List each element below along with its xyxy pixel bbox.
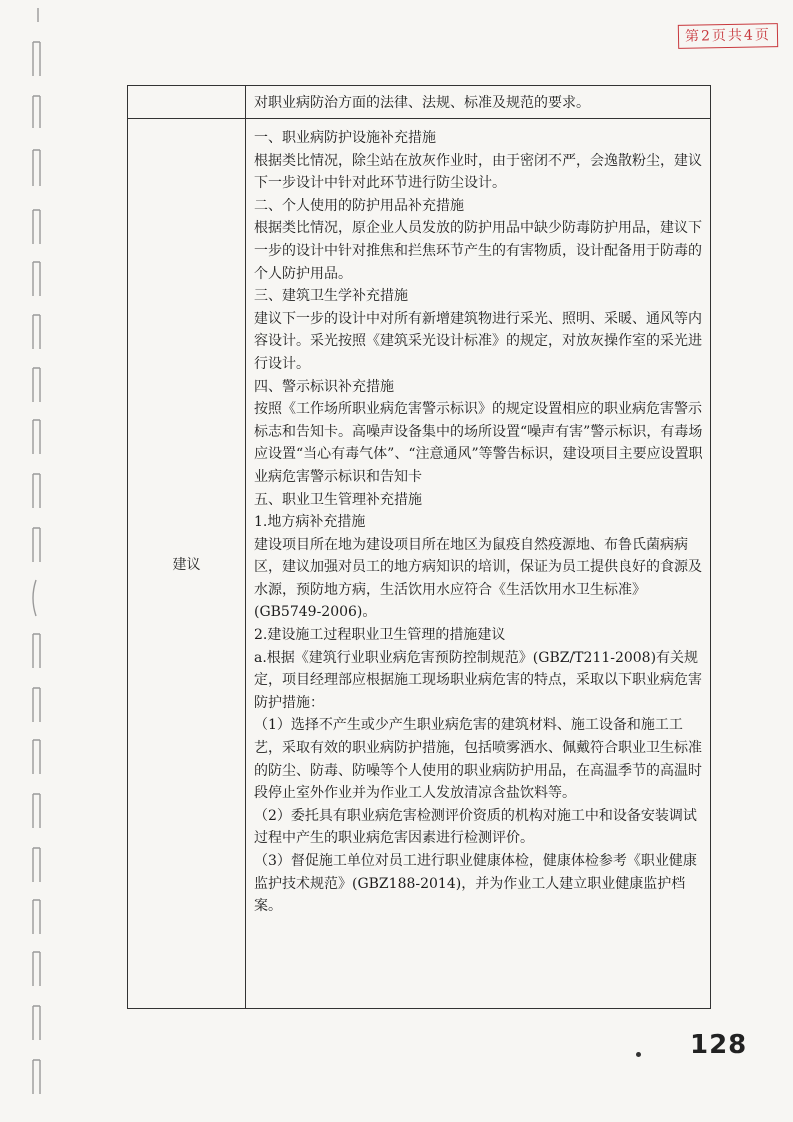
paragraph: a.根据《建筑行业职业病危害预防控制规范》(GBZ/T211-2008)有关规定，项目经理部应根据施工现场职业病危害的特点，采取以下职业病危害防护措施：: [254, 649, 702, 711]
section-heading: 五、职业卫生管理补充措施: [254, 491, 422, 508]
table-row-continuation: [128, 86, 710, 119]
row-label-text: 建议: [172, 556, 201, 573]
list-item: （2）委托具有职业病危害检测评价资质的机构对施工中和设备安装调试过程中产生的职业病危害因素进行检测评价。: [254, 807, 697, 847]
section-heading: 三、建筑卫生学补充措施: [254, 288, 408, 305]
page-count-stamp: 第2页共4页: [678, 23, 778, 49]
list-item: （1）选择不产生或少产生职业病危害的建筑材料、施工设备和施工工艺，采取有效的职业病防护措施，包括喷雾洒水、佩戴符合职业卫生标准的防尘、防毒、防噪等个人使用的职业病防护用品，在高温季节的高温时段停止室外作业并为作业工人发放清凉含盐饮料等。: [254, 717, 702, 802]
sub-heading: 2.建设施工过程职业卫生管理的措施建议: [254, 627, 506, 644]
suggestion-content: [254, 127, 706, 918]
section-heading: 一、职业病防护设施补充措施: [254, 130, 436, 146]
section-heading: 二、个人使用的防护用品补充措施: [254, 197, 464, 214]
binding-holes: [0, 0, 60, 1122]
paragraph: 按照《工作场所职业病危害警示标识》的规定设置相应的职业病危害警示标志和告知卡。高噪声设备集中的场所设置“噪声有害”警示标识，有毒场应设置“当心有毒气体”、“注意通风”等警告标识，建设项目主要应设置职业病危害警示标识和告知卡: [254, 401, 703, 485]
section-heading: 四、警示标识补充措施: [254, 378, 394, 395]
sub-heading: 1.地方病补充措施: [254, 514, 366, 531]
page-number: 128: [690, 1030, 748, 1060]
scan-dot: [636, 1052, 641, 1057]
row-label-suggestion: [128, 119, 245, 1008]
paragraph: 根据类比情况，除尘站在放灰作业时，由于密闭不严，会逸散粉尘，建议下一步设计中针对此环节进行防尘设计。: [254, 152, 702, 192]
paragraph: 建议下一步的设计中对所有新增建筑物进行采光、照明、采暖、通风等内容设计。采光按照《建筑采光设计标准》的规定，对放灰操作室的采光进行设计。: [254, 310, 702, 372]
column-divider: [245, 86, 246, 1008]
paragraph: 根据类比情况，原企业人员发放的防护用品中缺少防毒防护用品，建议下一步的设计中针对推焦和拦焦环节产生的有害物质，设计配备用于防毒的个人防护用品。: [254, 220, 702, 282]
paragraph: 建设项目所在地为建设项目所在地区为鼠疫自然疫源地、布鲁氏菌病病区，建议加强对员工的地方病知识的培训，保证为员工提供良好的食源及水源，预防地方病，生活饮用水应符合《生活饮用水卫生标准》(GB5749-2006)。: [254, 536, 702, 621]
suggestion-table: [127, 85, 711, 1009]
continuation-text: 对职业病防治方面的法律、法规、标准及规范的要求。: [254, 95, 590, 111]
list-item: （3）督促施工单位对员工进行职业健康体检，健康体检参考《职业健康监护技术规范》(GBZ188-2014)，并为作业工人建立职业健康监护档案。: [254, 853, 697, 915]
